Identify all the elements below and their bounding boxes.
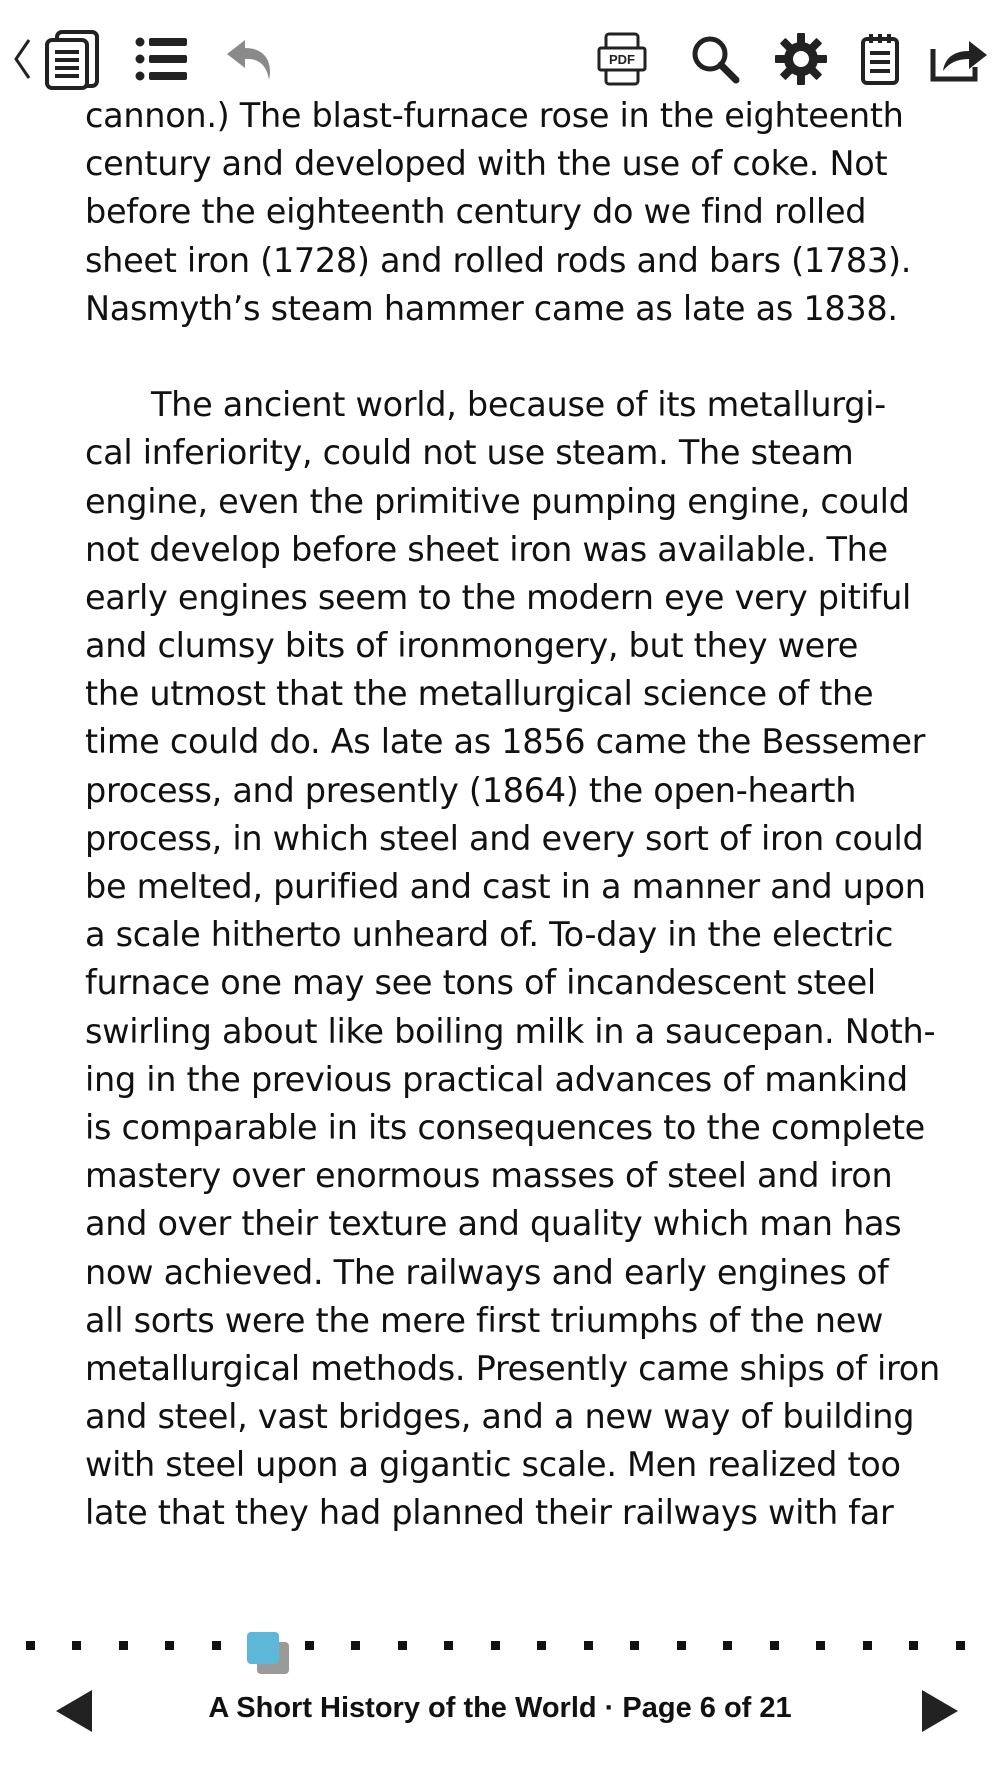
text-line: a scale hitherto unheard of. To-day in the electric <box>85 915 894 955</box>
page-dot[interactable] <box>537 1641 546 1650</box>
page-dot[interactable] <box>165 1641 174 1650</box>
prev-page-button[interactable] <box>54 1688 94 1734</box>
text-line: mastery over enormous masses of steel and iron <box>85 1156 893 1196</box>
gear-icon[interactable] <box>772 24 830 94</box>
page-dot[interactable] <box>119 1641 128 1650</box>
page-dot[interactable] <box>72 1641 81 1650</box>
text-line: and steel, vast bridges, and a new way of building <box>85 1397 915 1437</box>
page-dot[interactable] <box>630 1641 639 1650</box>
text-line: the utmost that the metallurgical science of the <box>85 674 874 714</box>
page-dot[interactable] <box>398 1641 407 1650</box>
text-line: sheet iron (1728) and rolled rods and bars (1783). <box>85 240 912 280</box>
text-line: and over their texture and quality which man has <box>85 1204 902 1244</box>
page-dot[interactable] <box>816 1641 825 1650</box>
text-line: engine, even the primitive pumping engine, could <box>85 481 910 521</box>
page-dot[interactable] <box>351 1641 360 1650</box>
text-line: now achieved. The railways and early engines of <box>85 1252 889 1292</box>
text-line: cal inferiority, could not use steam. The steam <box>85 433 854 473</box>
scrubber-thumb[interactable] <box>247 1632 279 1664</box>
pages-icon[interactable] <box>42 24 104 94</box>
triangle-left-icon <box>54 1688 94 1734</box>
text-line: Nasmyth’s steam hammer came as late as 1838. <box>85 288 898 328</box>
text-line: and clumsy bits of ironmongery, but they were <box>85 626 859 666</box>
page-dot[interactable] <box>677 1641 686 1650</box>
page-dot[interactable] <box>956 1641 965 1650</box>
page-dot[interactable] <box>863 1641 872 1650</box>
book-text <box>85 92 940 1538</box>
text-line: time could do. As late as 1856 came the Bessemer <box>85 722 926 762</box>
text-line: late that they had planned their railways with far <box>85 1493 894 1533</box>
page-dot[interactable] <box>491 1641 500 1650</box>
text-line: furnace one may see tons of incandescent steel <box>85 963 876 1003</box>
triangle-right-icon <box>920 1688 960 1734</box>
text-line: ing in the previous practical advances of mankind <box>85 1059 908 1099</box>
pdf-icon[interactable] <box>595 24 649 94</box>
page-scrubber[interactable] <box>0 1628 1000 1678</box>
text-line: cannon.) The blast-furnace rose in the eighteenth <box>85 96 904 135</box>
text-line: is comparable in its consequences to the complete <box>85 1107 925 1147</box>
paragraph-gap <box>85 333 915 381</box>
page-dot[interactable] <box>26 1641 35 1650</box>
text-line: process, in which steel and every sort of iron could <box>85 818 924 858</box>
back-chevron-icon[interactable] <box>8 24 36 94</box>
svg-text:PDF: PDF <box>609 52 635 67</box>
page-dot[interactable] <box>444 1641 453 1650</box>
page-dot[interactable] <box>212 1641 221 1650</box>
page-dot[interactable] <box>909 1641 918 1650</box>
notes-icon[interactable] <box>858 24 902 94</box>
text-line: metallurgical methods. Presently came ships of iron <box>85 1348 940 1388</box>
text-line: be melted, purified and cast in a manner and upon <box>85 867 926 906</box>
page-dot[interactable] <box>770 1641 779 1650</box>
text-line: The ancient world, because of its metallurgi- <box>151 385 886 425</box>
search-icon[interactable] <box>688 24 742 94</box>
page-dot[interactable] <box>723 1641 732 1650</box>
table-of-contents-icon[interactable] <box>134 24 190 94</box>
next-page-button[interactable] <box>920 1688 960 1734</box>
text-line: before the eighteenth century do we find rolled <box>85 192 867 232</box>
undo-icon[interactable] <box>224 24 276 94</box>
page-dot[interactable] <box>305 1641 314 1650</box>
text-line: swirling about like boiling milk in a saucepan. Noth- <box>85 1011 936 1051</box>
footer <box>0 1680 1000 1744</box>
text-line: century and developed with the use of coke. Not <box>85 144 888 184</box>
share-icon[interactable] <box>928 24 990 94</box>
text-line: with steel upon a gigantic scale. Men realized too <box>85 1445 901 1485</box>
book-page-title: A Short History of the World · Page 6 of 21 <box>208 1692 792 1724</box>
text-line: not develop before sheet iron was available. The <box>85 529 888 569</box>
text-line: all sorts were the mere first triumphs of the new <box>85 1300 884 1340</box>
text-line: early engines seem to the modern eye very pitiful <box>85 577 912 617</box>
page-dot[interactable] <box>584 1641 593 1650</box>
text-line: process, and presently (1864) the open-hearth <box>85 770 857 810</box>
